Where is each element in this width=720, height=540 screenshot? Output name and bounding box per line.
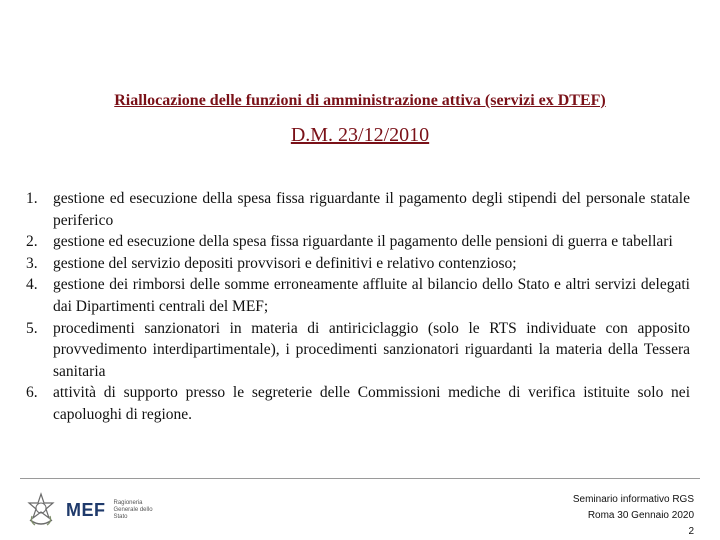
list-item xyxy=(26,231,690,253)
list-item-number: 5. xyxy=(26,319,38,337)
list-item xyxy=(26,188,690,231)
list-item-text: gestione ed esecuzione della spesa fissa riguardante il pagamento delle pensioni di guerra e tabellari xyxy=(53,233,673,251)
footer-logos xyxy=(26,492,154,528)
list-item-text: gestione dei rimborsi delle somme erroneamente affluite al bilancio dello Stato e altri servizi delegati dai Dipartimenti centrali del MEF; xyxy=(53,276,690,315)
mef-logo-text: MEF xyxy=(66,499,106,520)
list-item-text: attività di supporto presso le segreterie delle Commissioni mediche di verifica istituite solo nei capoluoghi di regione. xyxy=(53,384,690,423)
list-item-number: 2. xyxy=(26,233,38,251)
list-item-text: procedimenti sanzionatori in materia di antiriciclaggio (solo le RTS individuate con apposito provvedimento interdipartimentale), i procedimenti sanzionatori riguardanti la materia della Tessera sanitaria xyxy=(53,319,690,380)
list-item xyxy=(26,274,690,317)
mef-logo xyxy=(66,500,154,521)
list-item xyxy=(26,382,690,425)
footer-date: Roma 30 Gennaio 2020 xyxy=(587,510,694,521)
list-item-text: gestione del servizio depositi provvisori e definitivi e relativo contenzioso; xyxy=(53,254,517,272)
footer-divider xyxy=(20,478,700,479)
list-item-number: 4. xyxy=(26,276,38,294)
list-item-number: 1. xyxy=(26,190,38,207)
list-item-text: gestione ed esecuzione della spesa fissa riguardante il pagamento degli stipendi del personale statale periferico xyxy=(53,190,690,229)
list-item xyxy=(26,253,690,275)
slide-subtitle: D.M. 23/12/2010 xyxy=(290,124,430,146)
slide-title: Riallocazione delle funzioni di amministrazione attiva (servizi ex DTEF) xyxy=(114,92,606,109)
footer-info xyxy=(573,492,694,540)
list-item-number: 6. xyxy=(26,384,38,402)
footer-seminar: Seminario informativo RGS xyxy=(572,494,694,505)
page-number: 2 xyxy=(688,526,694,537)
mef-logo-subtext: Ragioneria Generale dello Stato xyxy=(113,499,153,520)
list-item xyxy=(26,318,690,383)
functions-list xyxy=(26,188,690,426)
italian-republic-emblem-icon xyxy=(26,492,56,528)
list-item-number: 3. xyxy=(26,254,38,272)
